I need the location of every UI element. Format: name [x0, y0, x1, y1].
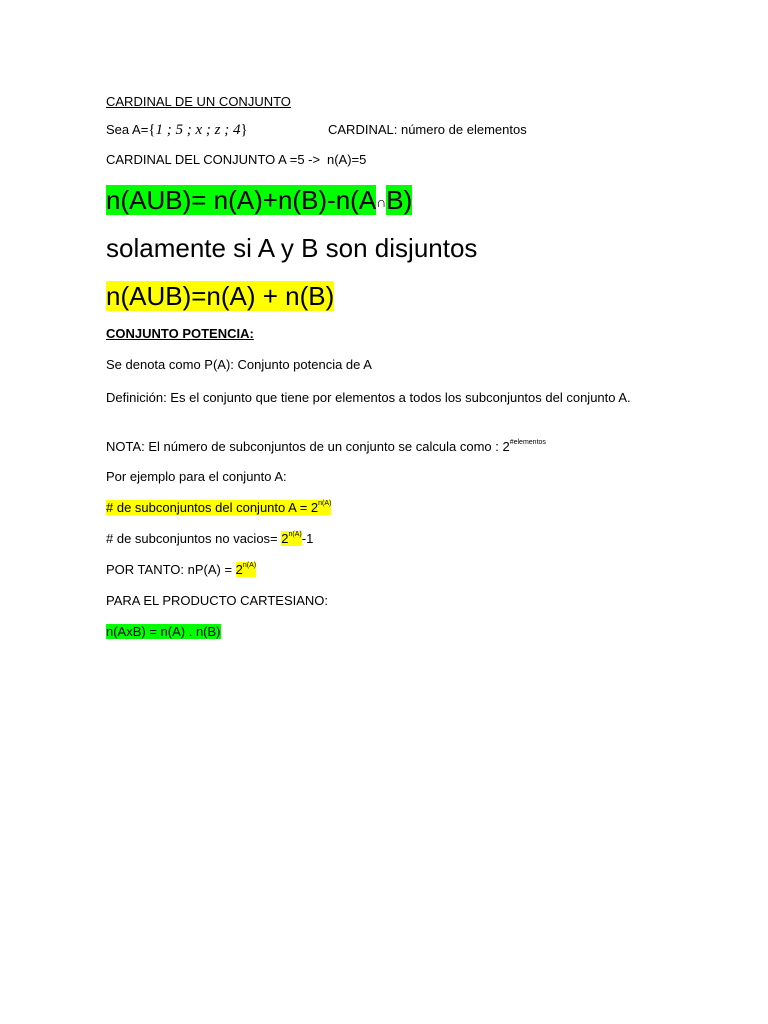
- sea-prefix: Sea A=: [106, 122, 149, 137]
- ejemplo-line: Por ejemplo para el conjunto A:: [106, 469, 287, 484]
- subconjuntos-line: # de subconjuntos del conjunto $A = 2^{n(A)}$: [106, 500, 332, 515]
- set-definition: [106, 122, 248, 138]
- set-expression: {1 ; 5 ; x ; z ; 4}: [148, 122, 248, 138]
- denota-line: Se denota como P(A): Conjunto potencia de A: [106, 357, 372, 372]
- union-formula: n(AUB)= n(A)+n(B)-n(A∩B): [106, 185, 413, 215]
- nota-exponent: #elementos: [509, 439, 546, 446]
- disjoint-note: solamente si A y B son disjuntos: [106, 233, 478, 263]
- heading-potencia: CONJUNTO POTENCIA:: [106, 326, 254, 341]
- n-a-value: n(A)=5: [327, 152, 367, 167]
- nota-line: NOTA: El número de subconjuntos de un conjunto se calcula como : $2^{\#elementos}$: [106, 439, 546, 454]
- por-tanto-line: POR TANTO: $nP(A) = 2^{n(A)}$: [106, 562, 257, 577]
- producto-formula: n(AxB) = n(A) . n(B): [106, 624, 221, 639]
- heading-cardinal: CARDINAL DE UN CONJUNTO: [106, 94, 291, 109]
- definicion-paragraph: Definición: Es el conjunto que tiene por elementos a todos los subconjuntos del conjunto A.: [106, 390, 631, 405]
- no-vacios-line: # de subconjuntos no vacios= $2^{n(A)}-1$: [106, 531, 314, 546]
- cardinal-of-a: CARDINAL DEL CONJUNTO A =5 ->: [106, 152, 321, 167]
- disjoint-formula: n(AUB)=n(A) + n(B): [106, 281, 335, 311]
- intersection-symbol: ∩: [376, 194, 387, 211]
- producto-heading: PARA EL PRODUCTO CARTESIANO:: [106, 593, 329, 608]
- cardinal-definition: CARDINAL: número de elementos: [328, 122, 527, 137]
